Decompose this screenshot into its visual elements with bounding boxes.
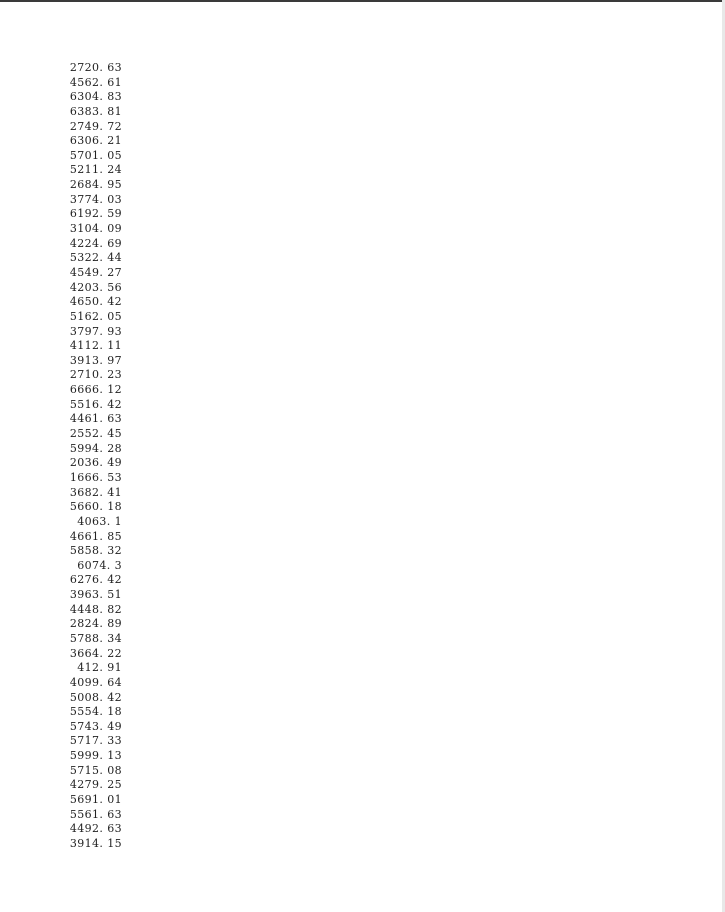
value-row: 6666. 12 <box>69 383 122 397</box>
value-row: 3913. 97 <box>69 353 122 367</box>
value-row: 5691. 01 <box>69 793 122 807</box>
value-row: 4461. 63 <box>69 412 122 426</box>
value-row: 4279. 25 <box>69 778 122 792</box>
value-row: 2684. 95 <box>69 178 122 192</box>
value-row: 5715. 08 <box>69 763 122 777</box>
value-row: 4448. 82 <box>69 602 122 616</box>
value-row: 4099. 64 <box>69 675 122 689</box>
value-row: 5858. 32 <box>69 544 122 558</box>
value-row: 6383. 81 <box>69 104 122 118</box>
value-row: 2552. 45 <box>69 427 122 441</box>
value-row: 2749. 72 <box>69 119 122 133</box>
value-row: 4661. 85 <box>69 529 122 543</box>
value-row: 5743. 49 <box>69 719 122 733</box>
value-row: 5322. 44 <box>69 251 122 265</box>
value-row: 1666. 53 <box>69 470 122 484</box>
value-row: 3914. 15 <box>69 836 122 850</box>
top-border <box>0 0 725 2</box>
value-row: 4549. 27 <box>69 265 122 279</box>
value-row: 4650. 42 <box>69 295 122 309</box>
value-row: 5162. 05 <box>69 309 122 323</box>
value-column <box>60 61 122 852</box>
value-row: 6276. 42 <box>69 573 122 587</box>
value-row: 6304. 83 <box>69 90 122 104</box>
value-row: 2710. 23 <box>69 368 122 382</box>
value-row: 4063. 1 <box>77 514 122 528</box>
value-row: 5211. 24 <box>69 163 122 177</box>
value-row: 4562. 61 <box>69 75 122 89</box>
value-row: 4224. 69 <box>69 236 122 250</box>
value-row: 5788. 34 <box>69 631 122 645</box>
value-row: 6192. 59 <box>69 207 122 221</box>
value-row: 6306. 21 <box>69 134 122 148</box>
value-row: 3774. 03 <box>69 192 122 206</box>
value-row: 5554. 18 <box>69 705 122 719</box>
value-row: 5999. 13 <box>69 749 122 763</box>
value-row: 3797. 93 <box>69 324 122 338</box>
value-row: 5701. 05 <box>69 148 122 162</box>
value-row: 2036. 49 <box>69 456 122 470</box>
value-row: 4112. 11 <box>69 339 122 353</box>
value-row: 412. 91 <box>77 661 122 675</box>
value-row: 5008. 42 <box>69 690 122 704</box>
value-row: 6074. 3 <box>77 558 122 572</box>
value-row: 4203. 56 <box>69 280 122 294</box>
value-row: 2824. 89 <box>69 617 122 631</box>
value-row: 3104. 09 <box>69 222 122 236</box>
value-row: 5660. 18 <box>69 500 122 514</box>
value-row: 4492. 63 <box>69 822 122 836</box>
value-row: 3682. 41 <box>69 485 122 499</box>
value-row: 3963. 51 <box>69 588 122 602</box>
value-row: 3664. 22 <box>69 646 122 660</box>
value-row: 5717. 33 <box>69 734 122 748</box>
value-row: 5561. 63 <box>69 807 122 821</box>
value-row: 5994. 28 <box>69 441 122 455</box>
value-row: 2720. 63 <box>69 61 122 74</box>
value-row: 5516. 42 <box>69 397 122 411</box>
